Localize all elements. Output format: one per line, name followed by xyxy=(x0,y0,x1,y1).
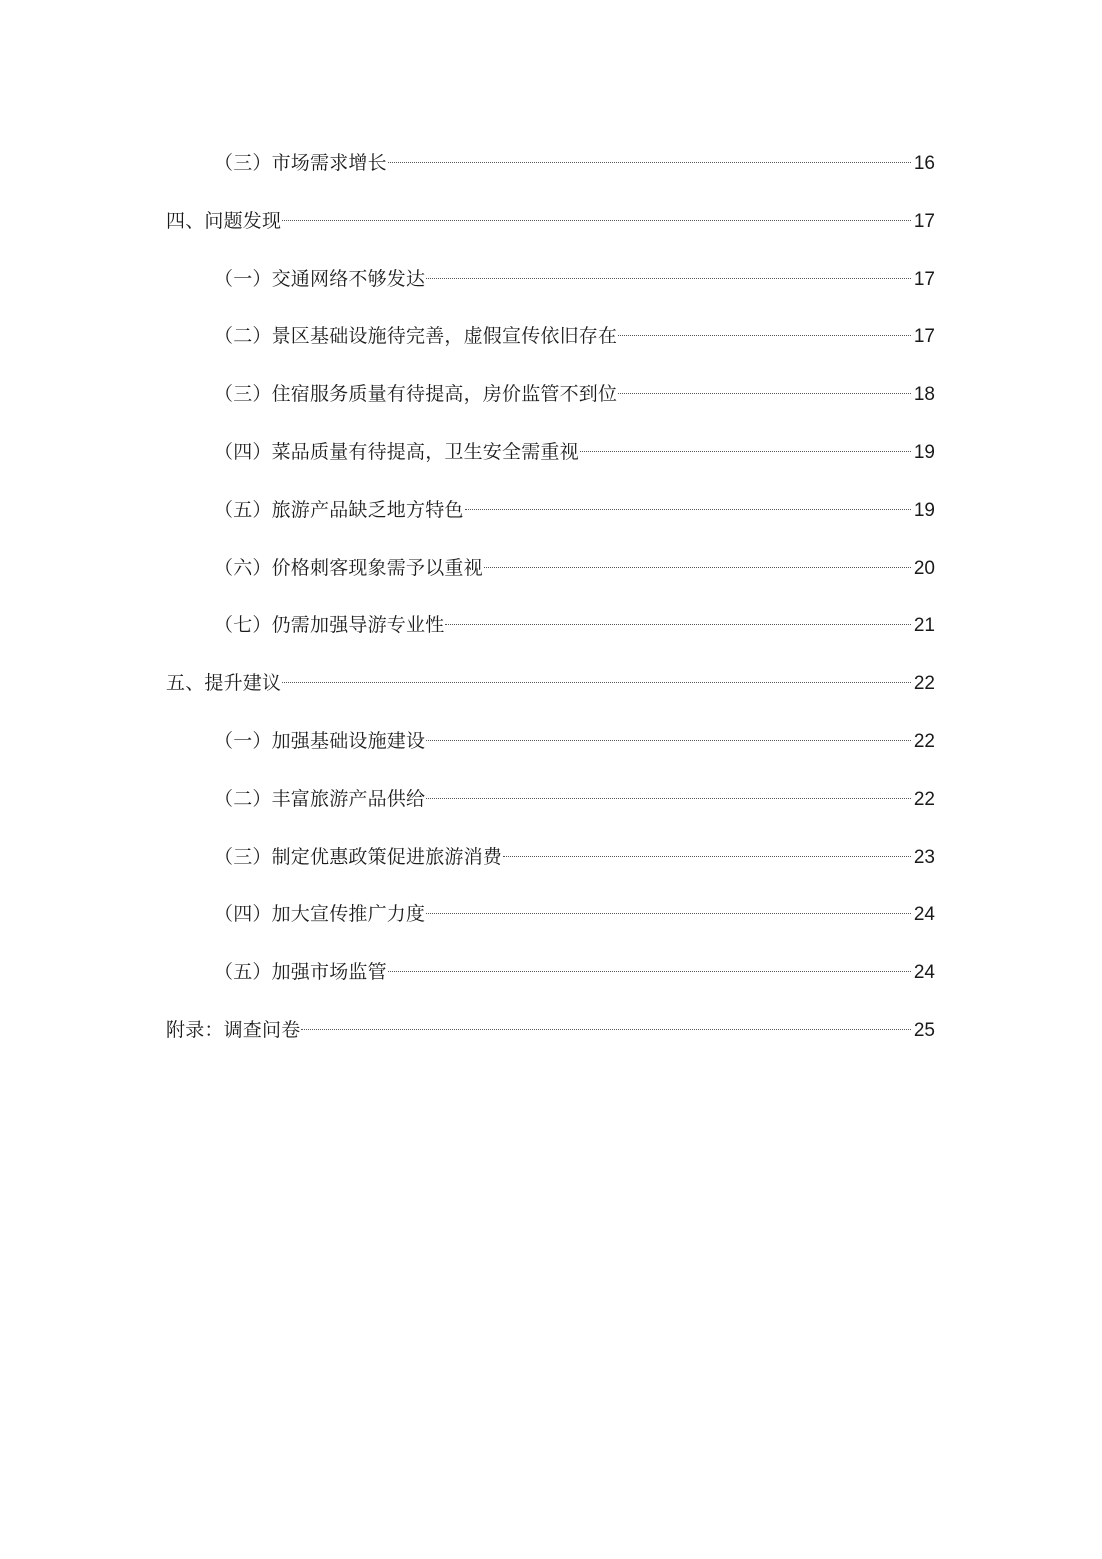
toc-entry-title: 五、提升建议 xyxy=(166,672,282,695)
table-of-contents xyxy=(166,143,935,1068)
toc-entry[interactable] xyxy=(166,374,935,432)
toc-entry[interactable] xyxy=(166,143,935,201)
toc-page-number: 25 xyxy=(913,1019,935,1041)
toc-page-number: 18 xyxy=(913,384,935,406)
toc-leader-dots xyxy=(426,278,911,279)
toc-page-number: 16 xyxy=(913,153,935,174)
toc-entry[interactable] xyxy=(166,490,935,548)
toc-leader-dots xyxy=(465,509,911,510)
toc-entry[interactable] xyxy=(166,605,935,663)
toc-leader-dots xyxy=(484,567,911,568)
toc-page-number: 21 xyxy=(913,615,935,637)
toc-entry[interactable] xyxy=(166,316,935,374)
toc-entry-title: 四、问题发现 xyxy=(166,209,282,232)
toc-entry-title: （五）加强市场监管 xyxy=(214,961,387,984)
toc-entry-title: 附录：调查问卷 xyxy=(166,1018,301,1041)
toc-page-number: 17 xyxy=(913,268,935,290)
toc-entry[interactable] xyxy=(166,837,935,895)
toc-leader-dots xyxy=(618,335,911,336)
toc-page-number: 24 xyxy=(913,904,935,926)
toc-entry[interactable] xyxy=(166,201,935,259)
toc-page-number: 19 xyxy=(913,441,935,463)
toc-entry[interactable] xyxy=(166,721,935,779)
toc-page-number: 20 xyxy=(913,557,935,579)
toc-entry-title: （七）仍需加强导游专业性 xyxy=(214,614,445,637)
toc-page-number: 22 xyxy=(913,788,935,810)
toc-leader-dots xyxy=(426,740,911,741)
toc-page-number: 22 xyxy=(913,730,935,752)
toc-leader-dots xyxy=(445,624,911,625)
toc-page-number: 24 xyxy=(913,962,935,984)
toc-page-number: 17 xyxy=(913,210,935,232)
toc-entry-title: （二）丰富旅游产品供给 xyxy=(214,787,426,810)
toc-entry[interactable] xyxy=(166,432,935,490)
toc-entry[interactable] xyxy=(166,952,935,1010)
toc-leader-dots xyxy=(426,913,911,914)
toc-leader-dots xyxy=(301,1029,911,1030)
toc-leader-dots xyxy=(282,682,911,683)
toc-entry-title: （四）菜品质量有待提高，卫生安全需重视 xyxy=(214,440,579,463)
toc-entry-title: （一）加强基础设施建设 xyxy=(214,729,426,752)
toc-entry[interactable] xyxy=(166,894,935,952)
toc-leader-dots xyxy=(388,162,911,163)
toc-page-number: 23 xyxy=(913,846,935,868)
toc-leader-dots xyxy=(580,451,911,452)
toc-entry[interactable] xyxy=(166,1010,935,1068)
toc-entry-title: （五）旅游产品缺乏地方特色 xyxy=(214,498,464,521)
toc-entry-title: （三）市场需求增长 xyxy=(214,152,387,174)
toc-entry-title: （三）住宿服务质量有待提高，房价监管不到位 xyxy=(214,383,618,406)
toc-entry-title: （六）价格刺客现象需予以重视 xyxy=(214,556,483,579)
toc-leader-dots xyxy=(282,220,911,221)
toc-entry-title: （四）加大宣传推广力度 xyxy=(214,903,426,926)
toc-entry[interactable] xyxy=(166,548,935,606)
toc-page-number: 22 xyxy=(913,673,935,695)
toc-entry-title: （二）景区基础设施待完善，虚假宣传依旧存在 xyxy=(214,325,618,348)
toc-entry-title: （三）制定优惠政策促进旅游消费 xyxy=(214,845,503,868)
toc-page-number: 17 xyxy=(913,326,935,348)
toc-leader-dots xyxy=(426,798,911,799)
toc-entry-title: （一）交通网络不够发达 xyxy=(214,267,426,290)
toc-entry[interactable] xyxy=(166,663,935,721)
toc-leader-dots xyxy=(503,856,911,857)
toc-page-number: 19 xyxy=(913,499,935,521)
toc-entry[interactable] xyxy=(166,779,935,837)
toc-leader-dots xyxy=(388,971,911,972)
toc-entry[interactable] xyxy=(166,259,935,317)
toc-leader-dots xyxy=(618,393,911,394)
